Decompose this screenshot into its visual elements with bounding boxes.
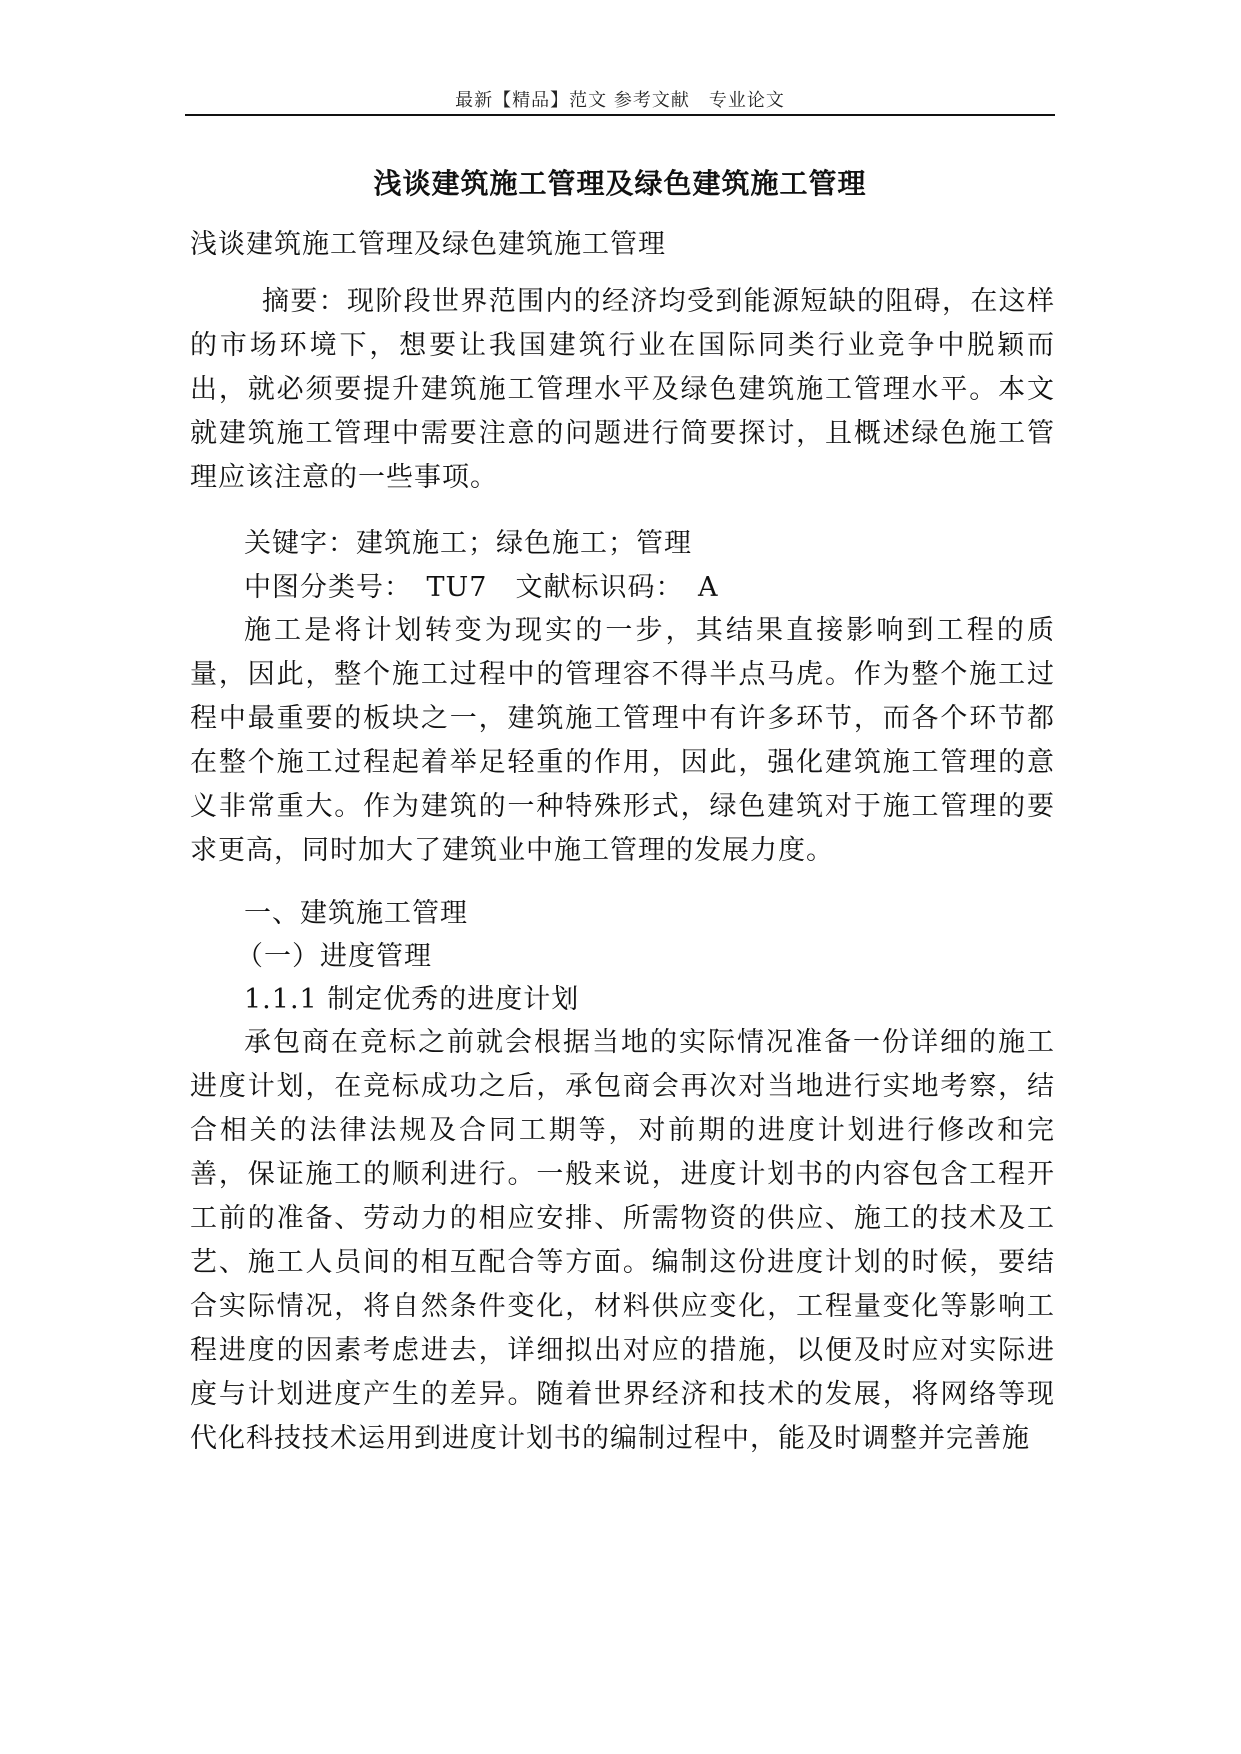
subsection-heading: （一）进度管理 xyxy=(236,941,432,972)
page-header: 最新【精品】范文 参考文献 专业论文 xyxy=(455,90,785,111)
header-divider xyxy=(185,114,1055,116)
document-subtitle: 浅谈建筑施工管理及绿色建筑施工管理 xyxy=(190,229,666,260)
subsubsection-heading: 1.1.1 制定优秀的进度计划 xyxy=(244,984,580,1015)
intro-paragraph: 施工是将计划转变为现实的一步，其结果直接影响到工程的质量，因此，整个施工过程中的管理容不得半点马虎。作为整个施工过程中最重要的板块之一，建筑施工管理中有许多环节，而各个环节都在整个施工过程起着举足轻重的作用，因此，强化建筑施工管理的意义非常重大。作为建筑的一种特殊形式，绿色建筑对于施工管理的要求更高，同时加大了建筑业中施工管理的发展力度。 xyxy=(190,615,1055,866)
document-title: 浅谈建筑施工管理及绿色建筑施工管理 xyxy=(373,167,867,200)
abstract-paragraph: 摘要：现阶段世界范围内的经济均受到能源短缺的阻碍，在这样的市场环境下，想要让我国建筑行业在国际同类行业竞争中脱颖而出，就必须要提升建筑施工管理水平及绿色建筑施工管理水平。本文就建筑施工管理中需要注意的问题进行简要探讨，且概述绿色施工管理应该注意的一些事项。 xyxy=(190,286,1055,493)
classification-line: 中图分类号： TU7 文献标识码： A xyxy=(244,572,719,603)
body-paragraph: 承包商在竞标之前就会根据当地的实际情况准备一份详细的施工进度计划，在竞标成功之后，承包商会再次对当地进行实地考察，结合相关的法律法规及合同工期等，对前期的进度计划进行修改和完善，保证施工的顺利进行。一般来说，进度计划书的内容包含工程开工前的准备、劳动力的相应安排、所需物资的供应、施工的技术及工艺、施工人员间的相互配合等方面。编制这份进度计划的时候，要结合实际情况，将自然条件变化，材料供应变化，工程量变化等影响工程进度的因素考虑进去，详细拟出对应的措施，以便及时应对实际进度与计划进度产生的差异。随着世界经济和技术的发展，将网络等现代化科技技术运用到进度计划书的编制过程中，能及时调整并完善施 xyxy=(190,1027,1055,1454)
keywords-line: 关键字：建筑施工；绿色施工；管理 xyxy=(244,528,692,559)
section-heading: 一、建筑施工管理 xyxy=(244,898,468,929)
